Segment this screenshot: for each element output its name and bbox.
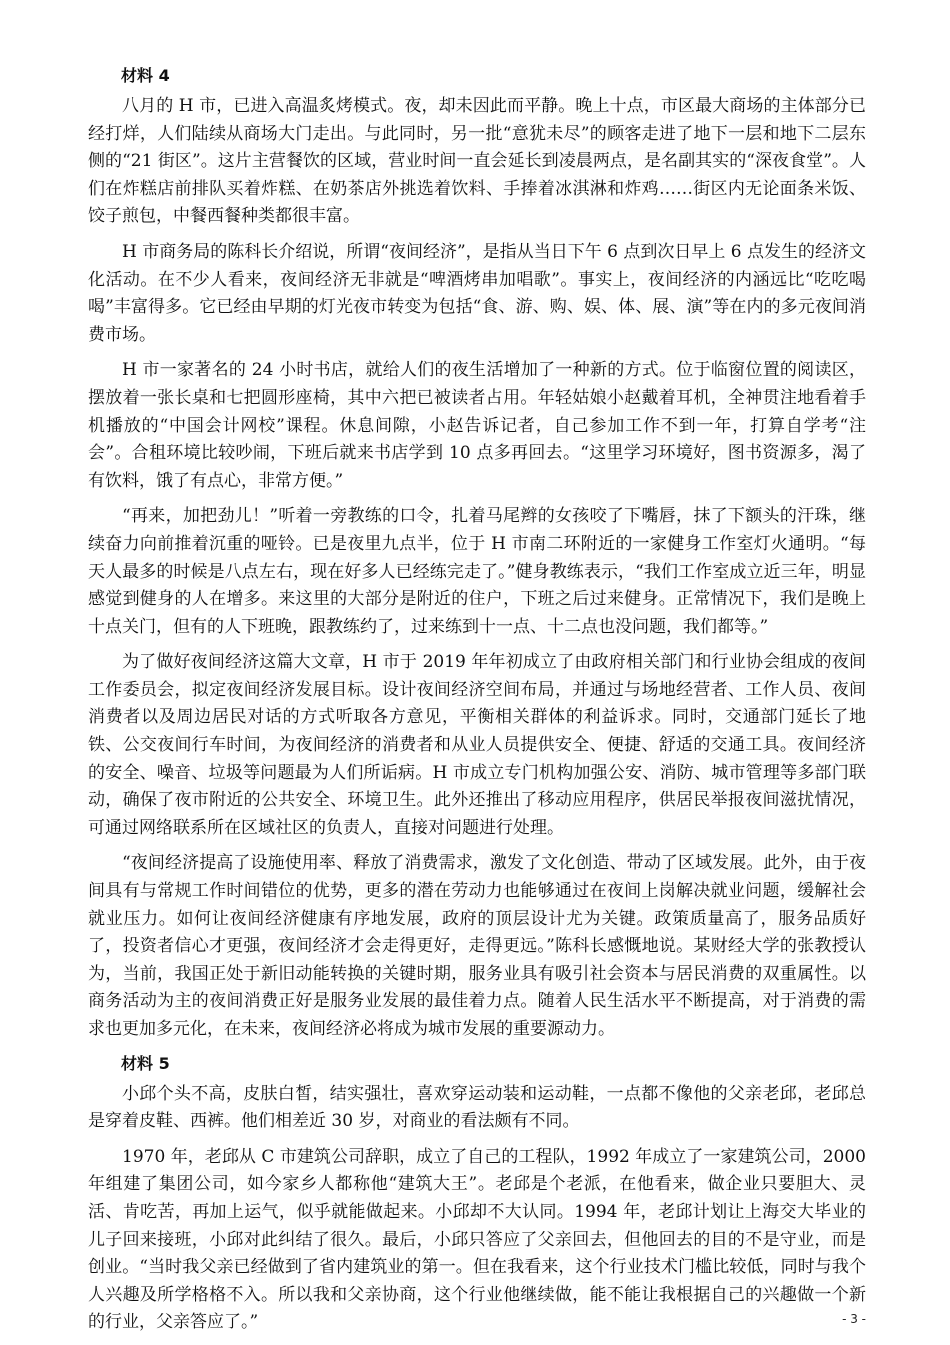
section-heading: 材料 4 (121, 66, 170, 85)
section-heading: 材料 5 (121, 1053, 170, 1073)
paragraph: H 市商务局的陈科长介绍说，所谓“夜间经济”，是指从当日下午 6 点到次日早上 6 点发生的经济文化活动。在不少人看来，夜间经济无非就是“啤酒烤串加唱歌”。事实上，夜间经济的内涵远比“吃吃喝喝”丰富得多。它已经由早期的灯光夜市转变为包括“食、游、购、娱、体、展、演”等在内的多元夜间消费市场。 (88, 241, 866, 345)
paragraph: 八月的 H 市，已进入高温炙烤模式。夜，却未因此而平静。晚上十点，市区最大商场的主体部分已经打烊，人们陆续从商场大门走出。与此同时，另一批“意犹未尽”的顾客走进了地下一层和地下二层东侧的“21 街区”。这片主营餐饮的区域，营业时间一直会延长到凌晨两点，是名副其实的“深夜食堂”。人们在炸糕店前排队买着炸糕、在奶茶店外挑选着饮料、手捧着冰淇淋和炸鸡……街区内无论面条米饭、饺子煎包，中餐西餐种类都很丰富。 (88, 96, 866, 227)
paragraph: 为了做好夜间经济这篇大文章，H 市于 2019 年年初成立了由政府相关部门和行业协会组成的夜间工作委员会，拟定夜间经济发展目标。设计夜间经济空间布局，并通过与场地经营者、工作人员、夜间消费者以及周边居民对话的方式听取各方意见，平衡相关群体的利益诉求。同时，交通部门延长了地铁、公交夜间行车时间，为夜间经济的消费者和从业人员提供安全、便捷、舒适的交通工具。夜间经济的安全、噪音、垃圾等问题最为人们所诟病。H 市成立专门机构加强公安、消防、城市管理等多部门联动，确保了夜市附近的公共安全、环境卫生。此外还推出了移动应用程序，供居民举报夜间滋扰情况，可通过网络联系所在区域社区的负责人，直接对问题进行处理。 (88, 652, 866, 838)
paragraph: 1970 年，老邱从 C 市建筑公司辞职，成立了自己的工程队，1992 年成立了一家建筑公司，2000 年组建了集团公司，如今家乡人都称他“建筑大王”。老邱是个老派，在他看来，做企业只要胆大、灵活、肯吃苦，再加上运气，似乎就能做起来。小邱却不大认同。1994 年，老邱计划让上海交大毕业的儿子回来接班，小邱对此纠结了很久。最后，小邱只答应了父亲回去，但他回去的目的不是守业，而是创业。“当时我父亲已经做到了省内建筑业的第一。但在我看来，这个行业技术门槛比较低，同时与我个人兴趣及所学格格不入。所以我和父亲协商，这个行业他继续做，能不能让我根据自己的兴趣做一个新的行业，父亲答应了。” (88, 1146, 866, 1333)
paragraph: “夜间经济提高了设施使用率、释放了消费需求，激发了文化创造、带动了区域发展。此外，由于夜间具有与常规工作时间错位的优势，更多的潜在劳动力也能够通过在夜间上岗解决就业问题，缓解社会就业压力。如何让夜间经济健康有序地发展，政府的顶层设计尤为关键。政策质量高了，服务品质好了，投资者信心才更强，夜间经济才会走得更好，走得更远。”陈科长感慨地说。某财经大学的张教授认为，当前，我国正处于新旧动能转换的关键时期，服务业具有吸引社会资本与居民消费的双重属性。以商务活动为主的夜间消费正好是服务业发展的最佳着力点。随着人民生活水平不断提高，对于消费的需求也更加多元化，在未来，夜间经济必将成为城市发展的重要源动力。 (88, 853, 866, 1039)
paragraph: H 市一家著名的 24 小时书店，就给人们的夜生活增加了一种新的方式。位于临窗位置的阅读区，摆放着一张长桌和七把圆形座椅，其中六把已被读者占用。年轻姑娘小赵戴着耳机，全神贯注地看着手机播放的“中国会计网校”课程。休息间隙，小赵告诉记者，自己参加工作不到一年，打算自学考“注会”。合租环境比较吵闹，下班后就来书店学到 10 点多再回去。“这里学习环境好，图书资源多，渴了有饮料，饿了有点心，非常方便。” (88, 360, 866, 491)
section-material-5 (88, 1052, 866, 1337)
page-number: - 3 - (842, 1312, 866, 1326)
paragraph: “再来，加把劲儿！”听着一旁教练的口令，扎着马尾辫的女孩咬了下嘴唇，抹了下额头的汗珠，继续奋力向前推着沉重的哑铃。已是夜里九点半，位于 H 市南二环附近的一家健身工作室灯火通明。“每天人最多的时候是八点左右，现在好多人已经练完走了。”健身教练表示，“我们工作室成立近三年，明显感觉到健身的人在增多。来这里的大部分是附近的住户，下班之后过来健身。正常情况下，我们是晚上十点关门，但有的人下班晚，跟教练约了，过来练到十一点、十二点也没问题，我们都等。” (88, 506, 866, 637)
section-material-4 (88, 64, 866, 1044)
paragraph: 小邱个头不高，皮肤白皙，结实强壮，喜欢穿运动装和运动鞋，一点都不像他的父亲老邱，老邱总是穿着皮鞋、西裤。他们相差近 30 岁，对商业的看法颇有不同。 (88, 1083, 866, 1132)
document-page (88, 64, 866, 1345)
